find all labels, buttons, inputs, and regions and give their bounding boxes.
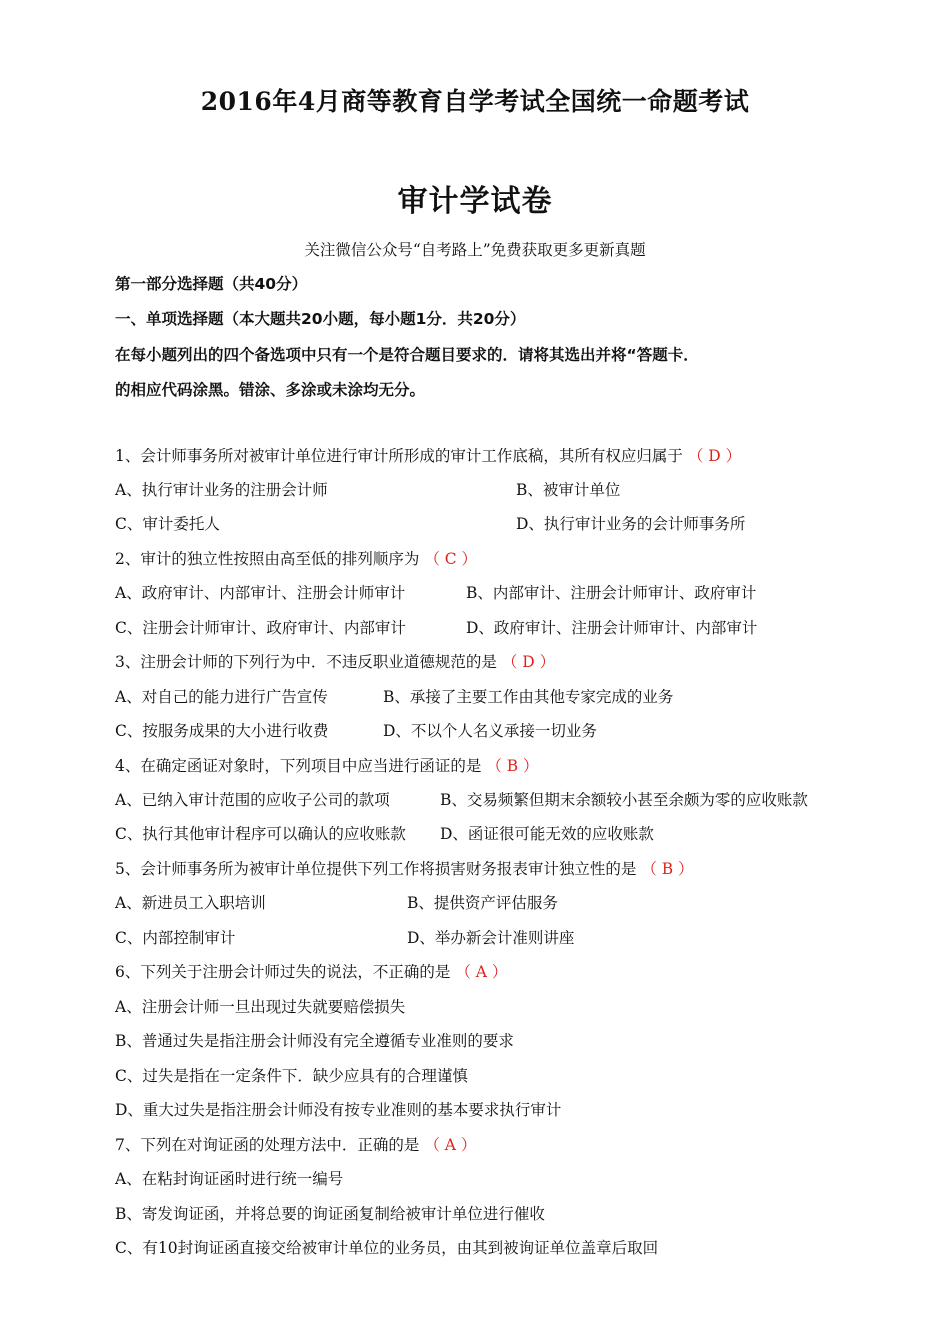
option: C、审计委托人 bbox=[115, 515, 220, 533]
instruction-line-1: 在每小题列出的四个备选项中只有一个是符合题目要求的．请将其选出并将“答题卡． bbox=[115, 346, 699, 364]
question-stem bbox=[115, 1135, 476, 1155]
option: C、过失是指在一定条件下．缺少应具有的合理谨慎 bbox=[115, 1067, 468, 1085]
option: A、新进员工入职培训 bbox=[115, 894, 266, 912]
question-stem bbox=[115, 962, 507, 982]
answer-mark: （ B ） bbox=[641, 860, 694, 878]
question-text: 2、审计的独立性按照由高至低的排列顺序为 bbox=[115, 550, 420, 568]
answer-mark: （ C ） bbox=[424, 550, 478, 568]
question-text: 5、会计师事务所为被审计单位提供下列工作将损害财务报表审计独立性的是 bbox=[115, 860, 637, 878]
answer-mark: （ A ） bbox=[424, 1136, 477, 1154]
option: D、不以个人名义承接一切业务 bbox=[383, 722, 597, 740]
part-heading: 第一部分选择题（共40分） bbox=[115, 275, 308, 293]
option: D、执行审计业务的会计师事务所 bbox=[516, 515, 746, 533]
option: B、寄发询证函，并将总要的询证函复制给被审计单位进行催收 bbox=[115, 1205, 545, 1223]
option: A、在粘封询证函时进行统一编号 bbox=[115, 1170, 344, 1188]
question-stem bbox=[115, 859, 694, 879]
question-text: 6、下列关于注册会计师过失的说法，不正确的是 bbox=[115, 963, 451, 981]
option: A、已纳入审计范围的应收子公司的款项 bbox=[115, 791, 390, 809]
question-stem bbox=[115, 446, 741, 466]
option: B、承接了主要工作由其他专家完成的业务 bbox=[383, 688, 674, 706]
exam-subtitle: 审计学试卷 bbox=[397, 184, 553, 219]
option: B、交易频繁但期末余额较小甚至余颇为零的应收账款 bbox=[440, 791, 808, 809]
option: C、有10封询证函直接交给被审计单位的业务员，由其到被询证单位盖章后取回 bbox=[115, 1239, 659, 1257]
answer-mark: （ D ） bbox=[687, 447, 742, 465]
option: A、注册会计师一旦出现过失就要赔偿损失 bbox=[115, 998, 406, 1016]
question-stem bbox=[115, 756, 539, 776]
question-text: 3、注册会计师的下列行为中．不违反职业道德规范的是 bbox=[115, 653, 497, 671]
answer-mark: （ A ） bbox=[455, 963, 508, 981]
option: B、内部审计、注册会计师审计、政府审计 bbox=[466, 584, 757, 602]
option: D、重大过失是指注册会计师没有按专业准则的基本要求执行审计 bbox=[115, 1101, 562, 1119]
option: C、按服务成果的大小进行收费 bbox=[115, 722, 329, 740]
option: D、政府审计、注册会计师审计、内部审计 bbox=[466, 619, 758, 637]
option: C、内部控制审计 bbox=[115, 929, 236, 947]
option: A、对自己的能力进行广告宣传 bbox=[115, 688, 328, 706]
option: C、注册会计师审计、政府审计、内部审计 bbox=[115, 619, 406, 637]
option: A、执行审计业务的注册会计师 bbox=[115, 481, 328, 499]
instruction-line-2: 的相应代码涂黑。错涂、多涂或未涂均无分。 bbox=[115, 381, 426, 399]
question-stem bbox=[115, 549, 477, 569]
option: D、举办新会计准则讲座 bbox=[407, 929, 575, 947]
exam-title: 2016年4月商等教育自学考试全国统一命题考试 bbox=[200, 87, 750, 116]
question-text: 1、会计师事务所对被审计单位进行审计所形成的审计工作底稿，其所有权应归属于 bbox=[115, 447, 683, 465]
answer-mark: （ B ） bbox=[486, 757, 539, 775]
question-text: 4、在确定函证对象时，下列项目中应当进行函证的是 bbox=[115, 757, 482, 775]
option: A、政府审计、内部审计、注册会计师审计 bbox=[115, 584, 406, 602]
question-stem bbox=[115, 652, 555, 672]
option: D、函证很可能无效的应收账款 bbox=[440, 825, 654, 843]
option: B、提供资产评估服务 bbox=[407, 894, 558, 912]
notice-text: 关注微信公众号“自考路上”免费获取更多更新真题 bbox=[304, 241, 646, 259]
section-heading: 一、单项选择题（本大题共20小题，每小题1分．共20分） bbox=[115, 310, 526, 328]
question-text: 7、下列在对询证函的处理方法中．正确的是 bbox=[115, 1136, 420, 1154]
option: C、执行其他审计程序可以确认的应收账款 bbox=[115, 825, 406, 843]
answer-mark: （ D ） bbox=[501, 653, 556, 671]
option: B、普通过失是指注册会计师没有完全遵循专业准则的要求 bbox=[115, 1032, 514, 1050]
option: B、被审计单位 bbox=[516, 481, 621, 499]
